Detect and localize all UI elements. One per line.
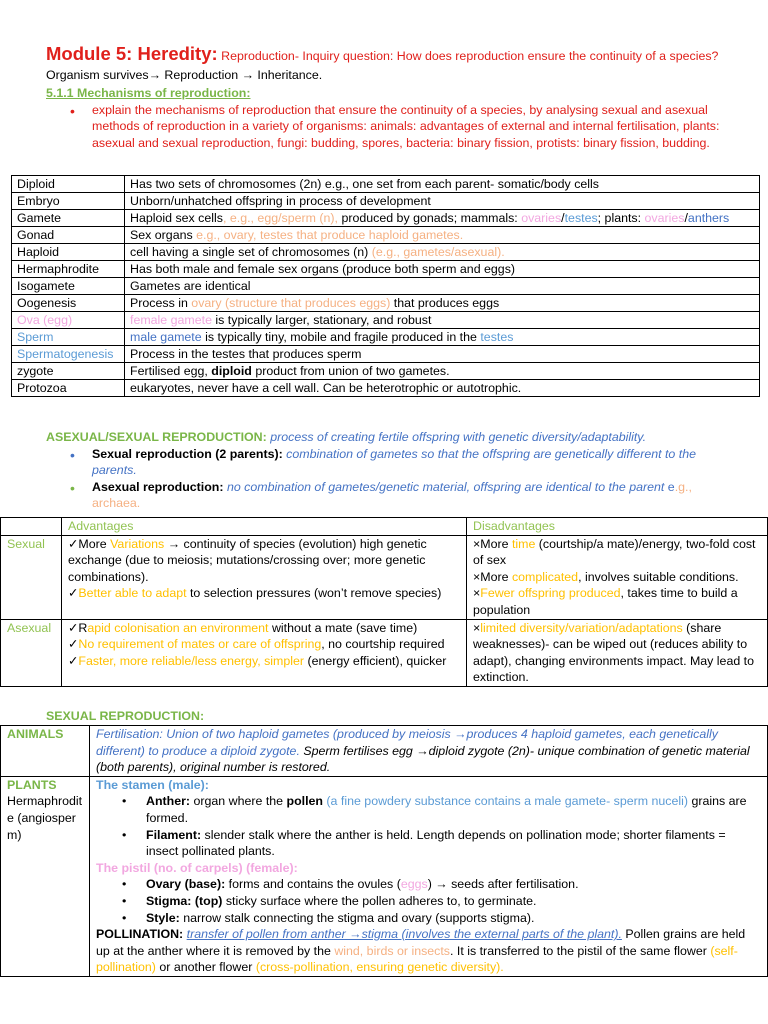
reproduction-list xyxy=(46,446,736,512)
stamen-heading: The stamen (male): xyxy=(96,777,209,792)
objective-item: • explain the mechanisms of reproduction that ensure the continuity of a species, by analysing sexual and asexual methods of reproduction in a variety of organisms: animals: advantages of external and internal fertilisation, plants: asexual and sexual reproduction, fungi: budding, spores, bacteria: binary fission, protists: binary fission, budding. xyxy=(92,102,736,152)
list-item xyxy=(92,479,736,512)
animals-cell xyxy=(90,726,768,777)
list-item xyxy=(146,910,761,927)
table-row xyxy=(12,363,760,380)
def-text: product from union of two gametes. xyxy=(251,364,450,378)
item-text: forms and contains the ovules ( xyxy=(225,877,401,892)
item-text: wind, birds or insects xyxy=(334,943,451,958)
list-item xyxy=(68,636,460,653)
table-row xyxy=(12,244,760,261)
list-item xyxy=(146,876,761,893)
page-header xyxy=(46,44,736,151)
def-cell: Process in the testes that produces sperm xyxy=(125,346,760,363)
pollination-text xyxy=(96,926,761,976)
def-text: ovaries xyxy=(644,211,685,225)
table-row xyxy=(12,193,760,210)
col-advantages: Advantages xyxy=(62,518,467,536)
item-text: eggs xyxy=(400,877,428,892)
def-cell: Has both male and female sex organs (produce both sperm and eggs) xyxy=(125,261,760,278)
item-text: without a mate (save time) xyxy=(268,620,418,635)
def-text: ; plants: xyxy=(597,211,645,225)
table-header-row xyxy=(1,518,768,536)
def-cell xyxy=(125,363,760,380)
col-disadvantages: Disadvantages xyxy=(467,518,768,536)
sexual-reproduction-heading: SEXUAL REPRODUCTION: xyxy=(46,709,205,723)
sexual-disadvantages xyxy=(467,535,768,619)
item-text: narrow stalk connecting the stigma and ovary (supports stigma). xyxy=(179,910,535,925)
def-text: female gamete xyxy=(130,313,212,327)
empty-cell xyxy=(1,518,62,536)
def-text: produced by gonads; mammals: xyxy=(338,211,522,225)
item-label: Ovary (base): xyxy=(146,877,226,892)
list-item xyxy=(68,585,460,602)
asexual-def: no combination of gametes/genetic material, offspring are identical to the parent xyxy=(226,479,665,494)
term-cell: zygote xyxy=(12,363,125,380)
item-text: Fewer offspring produced xyxy=(480,586,621,601)
item-text: Variations xyxy=(110,536,165,551)
inquiry-question: Reproduction- Inquiry question: How does reproduction ensure the continuity of a species? xyxy=(221,49,719,63)
animals-text: Fertilisation: Union of two haploid gametes (produced by meiosis →produces 4 haploid gametes, each genetically different) to produce a diploid zygote. xyxy=(96,727,718,758)
list-item xyxy=(146,893,761,910)
heading-def: process of creating fertile offspring with genetic diversity/adaptability. xyxy=(270,430,647,444)
heading-text: ASEXUAL/SEXUAL REPRODUCTION: xyxy=(46,430,267,444)
def-text: cell having a single set of chromosomes (n) xyxy=(130,245,372,259)
pollination-label: POLLINATION: xyxy=(96,927,184,942)
def-text: , e.g., egg/sperm (n), xyxy=(222,211,338,225)
term-cell: Diploid xyxy=(12,176,125,193)
table-row xyxy=(1,776,768,976)
term-cell: Gonad xyxy=(12,227,125,244)
def-cell xyxy=(125,312,760,329)
def-text: anthers xyxy=(687,211,730,225)
module-title: Module 5: Heredity: xyxy=(46,43,218,64)
reproduction-types xyxy=(46,429,736,512)
animals-text: Sperm fertilises egg →diploid zygote (2n)- unique combination of genetic material (both parents), original number is restored. xyxy=(96,743,750,775)
table-row xyxy=(12,380,760,397)
sexual-label: Sexual reproduction (2 parents): xyxy=(92,446,283,461)
def-text: testes xyxy=(480,330,514,344)
def-text: ovary (structure that produces eggs) xyxy=(191,296,391,310)
item-label: Filament: xyxy=(146,827,202,842)
item-text: Faster, more reliable/less energy, simpler xyxy=(78,653,305,668)
item-text: organ where the xyxy=(190,794,287,809)
def-cell xyxy=(125,329,760,346)
def-text: testes xyxy=(564,211,598,225)
def-text: Fertilised egg, xyxy=(130,364,212,378)
table-row xyxy=(1,726,768,777)
table-row xyxy=(12,176,760,193)
table-row xyxy=(1,619,768,686)
list-item xyxy=(92,446,736,479)
def-cell: Gametes are identical xyxy=(125,278,760,295)
table-row xyxy=(12,278,760,295)
term-cell: Sperm xyxy=(12,329,125,346)
item-text: grains are formed. xyxy=(146,794,747,825)
item-text: to selection pressures (won’t remove species) xyxy=(186,586,442,601)
def-cell: eukaryotes, never have a cell wall. Can be heterotrophic or autotrophic. xyxy=(125,380,760,397)
def-text: that produces eggs xyxy=(390,296,500,310)
list-item xyxy=(473,620,761,686)
item-text: ) → seeds after fertilisation. xyxy=(427,877,579,892)
asexual-disadvantages xyxy=(467,619,768,686)
list-item xyxy=(68,620,460,637)
def-text: is typically larger, stationary, and robust xyxy=(211,313,432,327)
list-item xyxy=(473,569,761,586)
item-text: (a fine powdery substance contains a male gamete- sperm nuceli) xyxy=(322,794,688,809)
list-item xyxy=(68,653,460,670)
def-cell xyxy=(125,210,760,227)
item-text: time xyxy=(511,536,536,551)
term-cell: Spermatogenesis xyxy=(12,346,125,363)
sexual-advantages xyxy=(62,535,467,619)
item-text: . It is transferred to the pistil of the same flower xyxy=(450,943,711,958)
row-label-sexual: Sexual xyxy=(1,535,62,619)
flow-text: Organism survives→ Reproduction → Inheritance. xyxy=(46,68,323,82)
table-row xyxy=(12,346,760,363)
table-row xyxy=(12,227,760,244)
term-cell: Oogenesis xyxy=(12,295,125,312)
item-text: apid colonisation an environment xyxy=(87,620,269,635)
list-item xyxy=(473,585,761,618)
animals-label: ANIMALS xyxy=(1,726,90,777)
reproduction-heading xyxy=(46,429,736,446)
list-item xyxy=(146,827,761,860)
title-line xyxy=(46,44,736,85)
list-item xyxy=(473,536,761,569)
def-cell xyxy=(125,295,760,312)
sexual-reproduction-table xyxy=(0,725,768,977)
row-label-asexual: Asexual xyxy=(1,619,62,686)
def-text: Sex organs xyxy=(130,228,197,242)
item-label: Style: xyxy=(146,910,180,925)
def-cell: Unborn/unhatched offspring in process of development xyxy=(125,193,760,210)
item-text: (self-pollination) xyxy=(96,943,738,975)
item-text: slender stalk where the anther is held. Length depends on pollination mode; shorter filaments = insect pollinated plants. xyxy=(146,827,726,859)
def-text: Haploid sex cells xyxy=(130,211,223,225)
item-text: or another flower xyxy=(155,960,256,975)
term-cell: Hermaphrodite xyxy=(12,261,125,278)
table-row xyxy=(12,210,760,227)
term-cell: Haploid xyxy=(12,244,125,261)
item-text: , involves suitable conditions. xyxy=(578,569,739,584)
def-text: male gamete xyxy=(130,330,202,344)
section-heading: 5.1.1 Mechanisms of reproduction: xyxy=(46,86,251,100)
def-text: diploid xyxy=(211,364,252,378)
item-text: complicated xyxy=(511,569,579,584)
def-cell xyxy=(125,244,760,261)
terms-table xyxy=(11,175,760,397)
asexual-eg: .g., archaea. xyxy=(92,479,692,510)
term-cell: Gamete xyxy=(12,210,125,227)
item-text: , takes time to build a population xyxy=(473,586,738,617)
table-row xyxy=(12,295,760,312)
pistil-heading: The pistil (no. of carpels) (female): xyxy=(96,860,298,875)
item-label: Stigma: (top) xyxy=(146,893,223,908)
def-cell xyxy=(125,227,760,244)
item-text: → continuity of species (evolution) high genetic exchange (due to meiosis; mutations/crossing over; more genetic combinations). xyxy=(68,536,427,584)
item-text: (energy efficient), quicker xyxy=(304,653,447,668)
def-text: / xyxy=(561,211,565,225)
def-text: e.g., ovary, testes that produce haploid gametes. xyxy=(196,228,464,242)
item-text: (cross-pollination, ensuring genetic diversity). xyxy=(255,960,504,975)
table-row xyxy=(12,261,760,278)
item-text: More xyxy=(480,536,512,551)
plants-label: PLANTS xyxy=(7,777,57,792)
item-text: sticky surface where the pollen adheres to, to germinate. xyxy=(222,893,537,908)
def-text: is typically tiny, mobile and fragile produced in the xyxy=(201,330,481,344)
asexual-advantages xyxy=(62,619,467,686)
table-row xyxy=(1,535,768,619)
asexual-eg: e xyxy=(667,479,675,494)
def-text: ovaries xyxy=(521,211,562,225)
item-text: Pollen grains are held up at the anther where it is removed by the xyxy=(96,927,746,958)
def-cell: Has two sets of chromosomes (2n) e.g., one set from each parent- somatic/body cells xyxy=(125,176,760,193)
term-cell: Protozoa xyxy=(12,380,125,397)
item-text: Better able to adapt xyxy=(78,586,187,601)
asexual-label: Asexual reproduction: xyxy=(92,479,224,494)
item-text: More xyxy=(78,536,111,551)
objective-list xyxy=(46,102,736,152)
pistil-list xyxy=(96,876,761,926)
term-cell: Embryo xyxy=(12,193,125,210)
item-text: limited diversity/variation/adaptations xyxy=(480,620,683,635)
def-text: Process in xyxy=(130,296,192,310)
item-text: (courtship/a mate)/energy, two-fold cost of sex xyxy=(473,536,756,568)
term-cell: Ova (egg) xyxy=(12,312,125,329)
def-text: (e.g., gametes/asexual). xyxy=(371,245,505,259)
stamen-list xyxy=(96,793,761,859)
table-row xyxy=(12,312,760,329)
plants-sub: Hermaphrodite (angiosperm) xyxy=(7,794,83,842)
item-text: pollen xyxy=(286,794,323,809)
item-label: Anther: xyxy=(146,794,191,809)
sexual-def: combination of gametes so that the offspring are genetically different to the parents. xyxy=(92,446,696,477)
item-text: R xyxy=(78,620,88,635)
plants-cell xyxy=(90,776,768,976)
item-text: , no courtship required xyxy=(321,637,445,652)
plants-label-cell xyxy=(1,776,90,976)
def-text: / xyxy=(684,211,688,225)
list-item xyxy=(68,536,460,586)
item-text: More xyxy=(480,569,512,584)
advantages-table xyxy=(0,517,768,687)
item-text: No requirement of mates or care of offspring xyxy=(78,637,322,652)
list-item xyxy=(146,793,761,826)
item-text: transfer of pollen from anther →stigma (involves the external parts of the plant). xyxy=(186,927,622,942)
table-row xyxy=(12,329,760,346)
item-text: (share weaknesses)- can be wiped out (reduces ability to adapt), changing environments impact. May lead to extinction. xyxy=(473,620,755,685)
term-cell: Isogamete xyxy=(12,278,125,295)
